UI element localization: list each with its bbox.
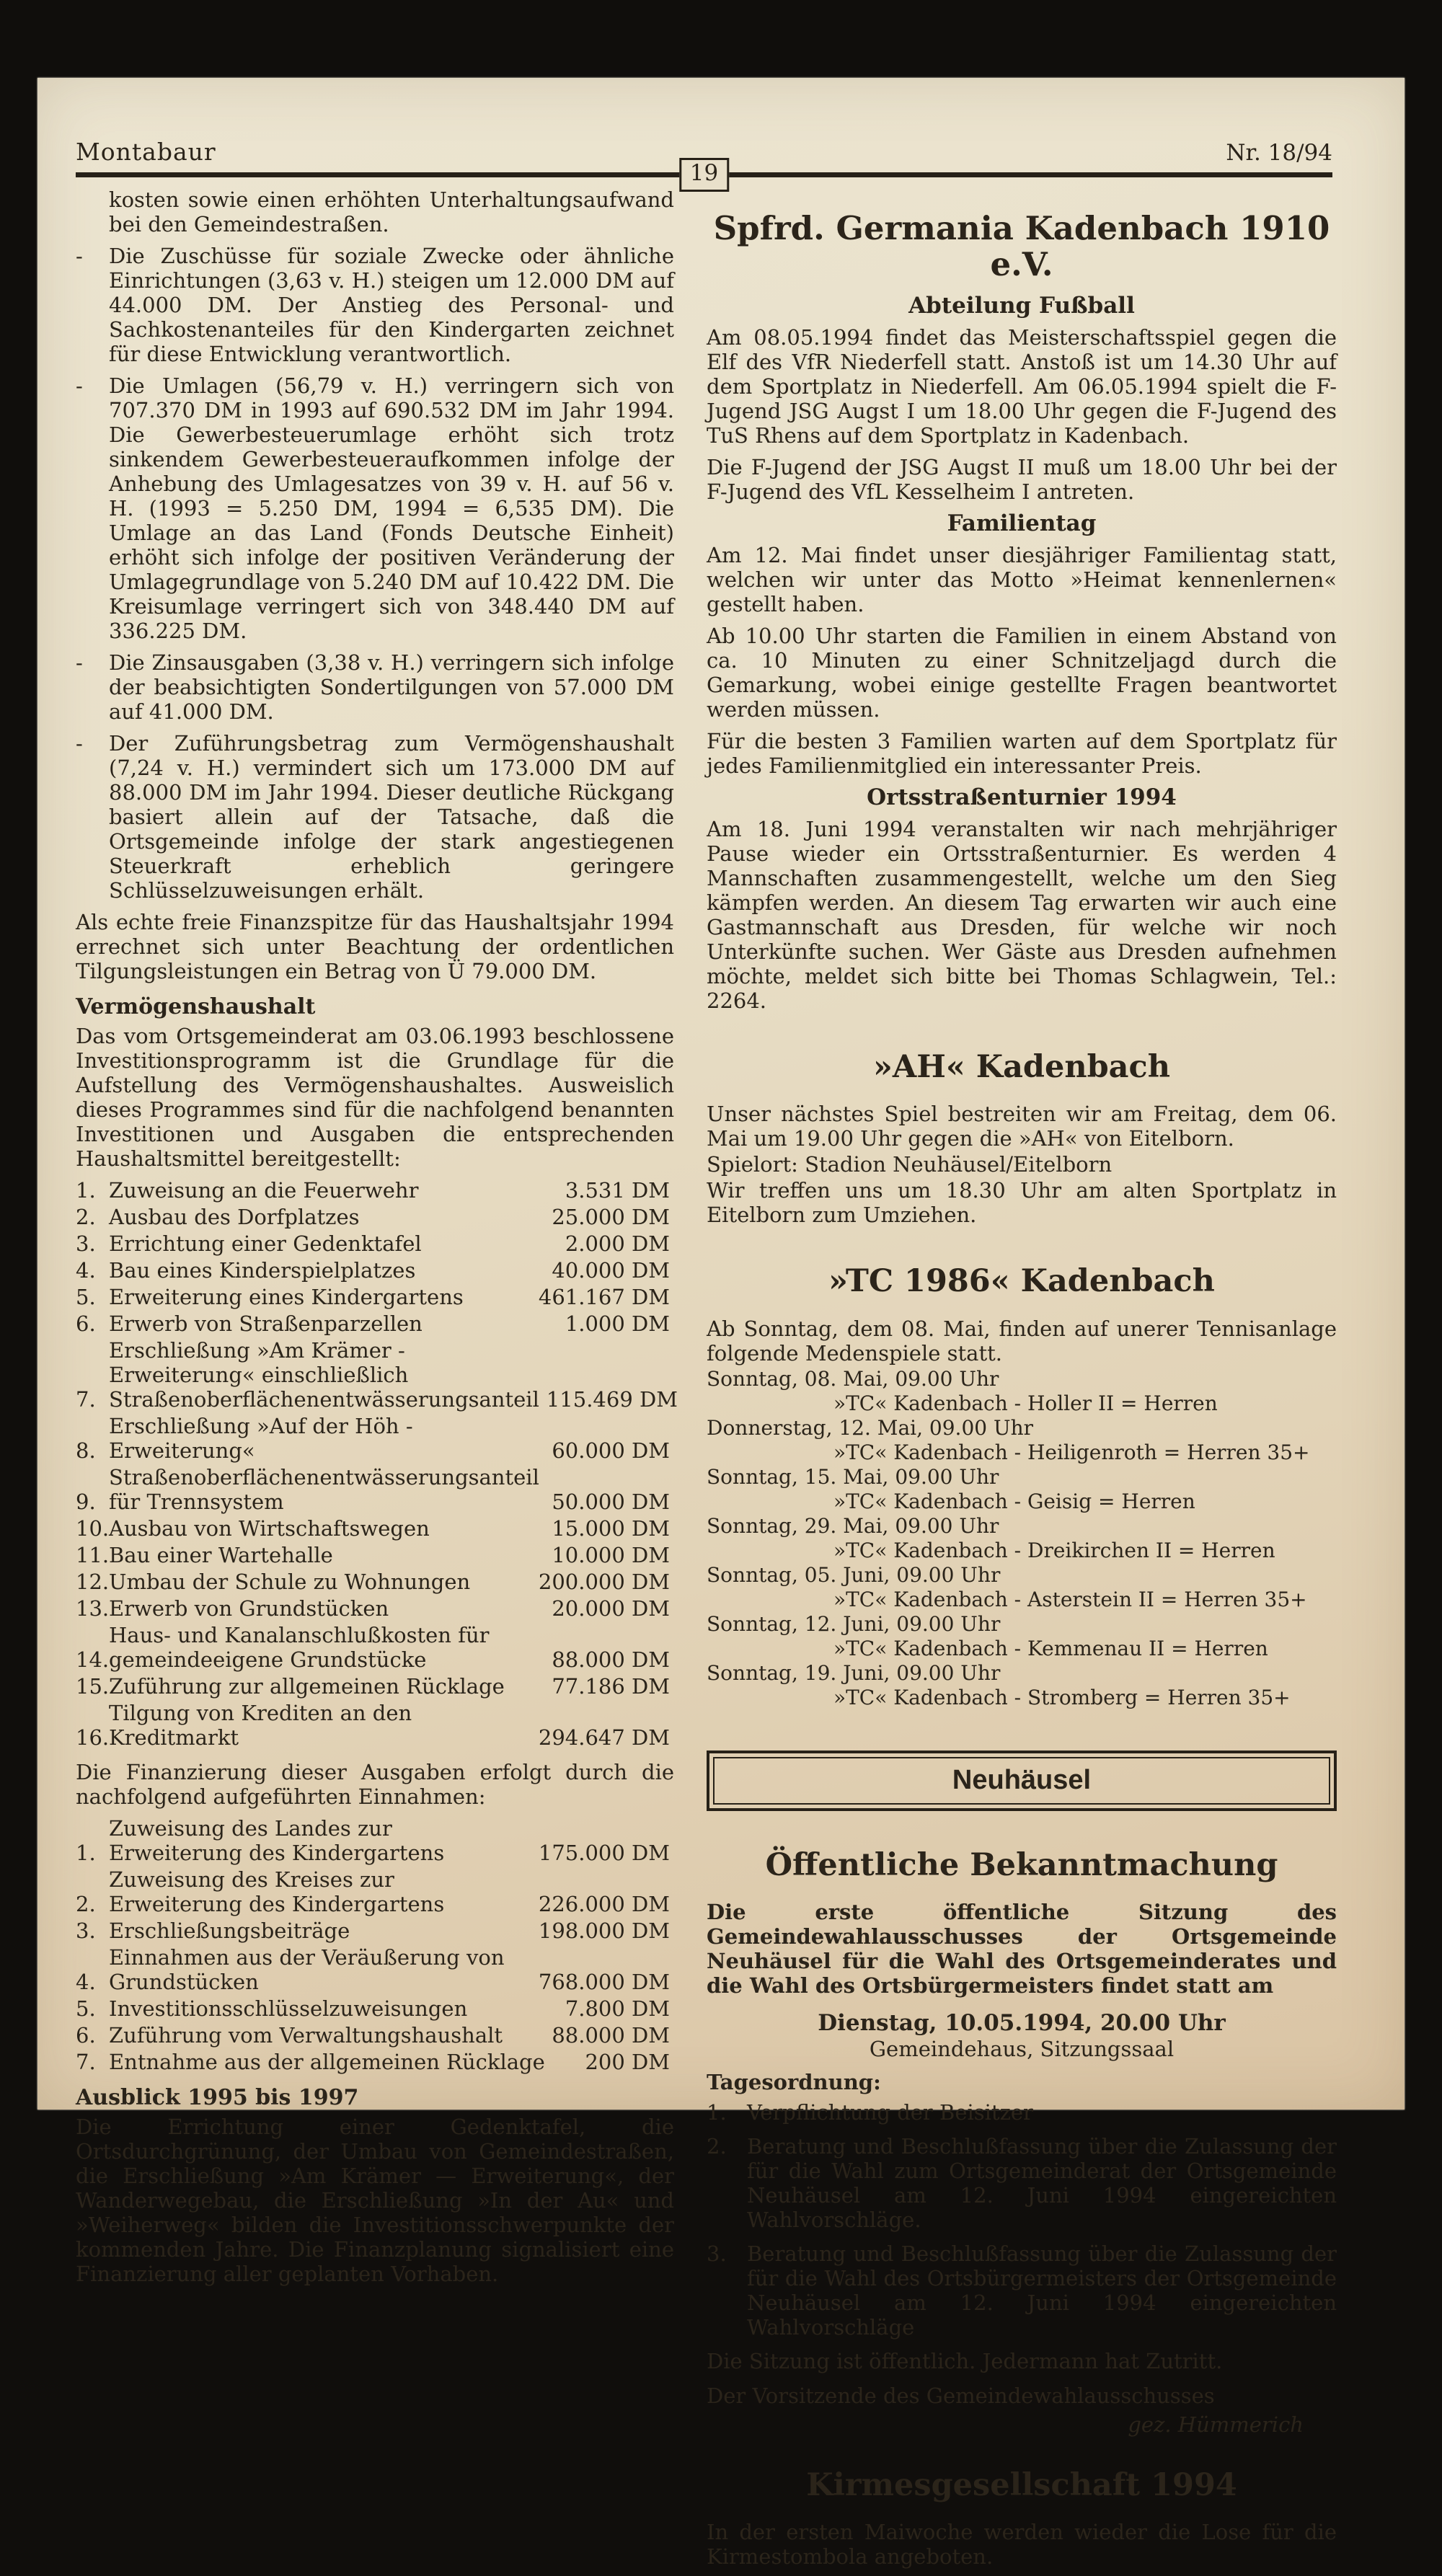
einnahme-row <box>76 1945 674 1994</box>
budget-bullet-list <box>76 244 674 903</box>
schedule-match: »TC« Kadenbach - Heiligenroth = Herren 35+ <box>833 1440 1310 1464</box>
tc-intro: Ab Sonntag, dem 08. Mai, finden auf unerer Tennisanlage folgende Medenspiele statt. <box>707 1316 1337 1366</box>
item-amount: 1.000 DM <box>565 1311 670 1336</box>
item-amount: 15.000 DM <box>552 1516 670 1541</box>
bullet-text: Der Zuführungsbetrag zum Vermögenshaushalt (7,24 v. H.) vermindert sich um 173.000 DM auf 88.000 DM im Jahr 1994. Dieser deutliche Rückgang basiert allein auf der Tatsache, daß die Ortsgemeinde infolge der stark angestiegenen Steuerkraft erheblich geringere Schlüsselzuweisungen erhält. <box>109 731 674 903</box>
schedule-date: Sonntag, 29. Mai, 09.00 Uhr <box>707 1513 999 1538</box>
kirmes-paragraph: In der ersten Maiwoche werden wieder die Lose für die Kirmestombola angeboten. <box>707 2520 1337 2570</box>
bekanntmachung-title: Öffentliche Bekanntmachung <box>765 1846 1278 1883</box>
item-amount: 77.186 DM <box>552 1674 670 1699</box>
item-number: 8. <box>76 1438 96 1463</box>
item-number: 2. <box>76 1892 96 1916</box>
investment-row <box>76 1338 678 1412</box>
item-amount: 10.000 DM <box>552 1543 670 1567</box>
item-amount: 461.167 DM <box>538 1285 670 1309</box>
investment-row <box>76 1543 674 1567</box>
item-label: Erschließung »Am Krämer - Erweiterung« einschließlich Straßenoberflächenentwässerungsanteil <box>109 1338 539 1412</box>
item-amount: 294.647 DM <box>538 1725 670 1750</box>
item-amount: 2.000 DM <box>565 1231 670 1256</box>
dash-marker: - <box>76 731 83 756</box>
einnahme-row <box>76 1816 674 1865</box>
bullet-text: Die Zinsausgaben (3,38 v. H.) verringern sich infolge der beabsichtigten Sondertilgungen von 57.000 DM auf 41.000 DM. <box>109 650 674 724</box>
schedule-entry <box>707 1563 1337 1612</box>
agenda-item-text: Beratung und Beschlußfassung über die Zulassung der für die Wahl zum Ortsgemeinderat der Ortsgemeinde Neuhäusel am 12. Juni 1994 eingereichten Wahlvorschläge. <box>747 2133 1337 2232</box>
section-heading-fussball: Abteilung Fußball <box>908 293 1135 319</box>
item-label: Zuweisung des Kreises zur Erweiterung des Kindergartens <box>109 1867 445 1916</box>
item-number: 7. <box>76 1387 96 1412</box>
item-amount: 226.000 DM <box>538 1892 670 1916</box>
item-amount: 175.000 DM <box>538 1841 670 1865</box>
einnahme-row <box>76 1867 674 1916</box>
investment-row <box>76 1674 674 1699</box>
investment-row <box>76 1285 674 1309</box>
agenda-item <box>707 2241 1337 2340</box>
item-amount: 40.000 DM <box>552 1258 670 1283</box>
finanzspitze-paragraph: Als echte freie Finanzspitze für das Haushaltsjahr 1994 errechnet sich unter Beachtung der ordentlichen Tilgungsleistungen ein Betrag von Ü 79.000 DM. <box>76 910 674 983</box>
item-amount: 768.000 DM <box>538 1970 670 1994</box>
neuhaeusel-banner <box>707 1750 1337 1811</box>
item-amount: 198.000 DM <box>538 1918 670 1943</box>
item-label: Straßenoberflächenentwässerungsanteil für Trennsystem <box>109 1465 539 1514</box>
einnahme-row <box>76 2050 674 2074</box>
investment-row <box>76 1205 674 1229</box>
schedule-entry <box>707 1416 1337 1465</box>
item-number: 1. <box>76 1841 96 1865</box>
agenda-item <box>707 2134 1337 2232</box>
schedule-date: Sonntag, 12. Juni, 09.00 Uhr <box>707 1611 1001 1636</box>
schedule-date: Sonntag, 19. Juni, 09.00 Uhr <box>707 1660 1001 1685</box>
schedule-date: Sonntag, 05. Juni, 09.00 Uhr <box>707 1562 1001 1587</box>
schedule-match: »TC« Kadenbach - Kemmenau II = Herren <box>833 1636 1268 1660</box>
agenda-item-text: Verpflichtung der Beisitzer <box>747 2099 1033 2125</box>
einnahme-row <box>76 1918 674 1943</box>
agenda-item-number: 1. <box>707 2099 727 2125</box>
item-number: 6. <box>76 2023 96 2048</box>
ah-paragraphs <box>707 1102 1337 1227</box>
schedule-entry <box>707 1661 1337 1710</box>
paragraph: Für die besten 3 Familien warten auf dem Sportplatz für jedes Familienmitglied ein interessanter Preis. <box>707 729 1337 778</box>
item-number: 12. <box>76 1570 110 1594</box>
vermoegenshaushalt-heading: Vermögenshaushalt <box>76 994 316 1019</box>
item-number: 2. <box>76 1205 96 1229</box>
item-label: Tilgung von Krediten an den Kreditmarkt <box>109 1701 412 1750</box>
page-number-box: 19 <box>679 158 729 192</box>
item-amount: 200.000 DM <box>538 1570 670 1594</box>
item-label: Bau eines Kinderspielplatzes <box>109 1258 416 1283</box>
dash-marker: - <box>76 373 83 398</box>
schedule-entry <box>707 1367 1337 1416</box>
investment-row <box>76 1465 674 1514</box>
ah-kadenbach-title: »AH« Kadenbach <box>872 1049 1170 1085</box>
item-label: Bau einer Wartehalle <box>109 1543 333 1567</box>
item-label: Einnahmen aus der Veräußerung von Grundstücken <box>109 1945 505 1994</box>
open-session-note: Die Sitzung ist öffentlich. Jedermann hat Zutritt. <box>707 2348 1223 2373</box>
paragraph: Am 08.05.1994 findet das Meisterschaftsspiel gegen die Elf des VfR Niederfell statt. Anstoß ist um 14.30 Uhr auf dem Sportplatz in Niederfell. Am 06.05.1994 spielt die F-Jugend JSG Augst I um 18.00 Uhr gegen die F-Jugend des TuS Rhens auf dem Sportplatz in Kadenbach. <box>707 325 1337 448</box>
item-number: 6. <box>76 1311 96 1336</box>
schedule-date: Donnerstag, 12. Mai, 09.00 Uhr <box>707 1415 1033 1440</box>
investment-row <box>76 1596 674 1621</box>
investment-row <box>76 1258 674 1283</box>
paragraph: Am 12. Mai findet unser diesjähriger Familientag statt, welchen wir unter das Motto »Heimat kennenlernen« gestellt haben. <box>707 543 1337 616</box>
item-number: 5. <box>76 1285 96 1309</box>
item-number: 14. <box>76 1647 110 1672</box>
paragraph: Am 18. Juni 1994 veranstalten wir nach mehrjähriger Pause wieder ein Ortsstraßenturnier. Es werden 4 Mannschaften zusammengestellt, welche um den Sieg kämpfen werden. An diesem Tag erwarten wir auch eine Gastmannschaft aus Dresden, für welche wir noch Unterkünfte suchen. Wer Gäste aus Dresden aufnehmen möchte, meldet sich bitte bei Thomas Schlagwein, Tel.: 2264. <box>707 817 1337 1013</box>
dash-marker: - <box>76 244 83 268</box>
kirmes-title: Kirmesgesellschaft 1994 <box>806 2466 1237 2503</box>
item-label: Zuführung zur allgemeinen Rücklage <box>109 1674 505 1699</box>
item-amount: 25.000 DM <box>552 1205 670 1229</box>
item-label: Ausbau des Dorfplatzes <box>109 1205 360 1229</box>
continuation-paragraph: kosten sowie einen erhöhten Unterhaltungsaufwand bei den Gemeindestraßen. <box>109 187 674 236</box>
investment-row <box>76 1178 674 1203</box>
item-amount: 20.000 DM <box>552 1596 670 1621</box>
familientag-paragraphs <box>707 543 1337 778</box>
agenda-heading: Tagesordnung: <box>707 2069 881 2094</box>
bullet-item <box>76 650 674 724</box>
paragraph: Ab 10.00 Uhr starten die Familien in einem Abstand von ca. 10 Minuten zu einer Schnitzeljagd durch die Gemarkung, wobei einige gestellte Fragen beantwortet werden müssen. <box>707 624 1337 722</box>
item-label: Erweiterung eines Kindergartens <box>109 1285 464 1309</box>
schedule-entry <box>707 1514 1337 1563</box>
investment-row <box>76 1311 674 1336</box>
item-number: 10. <box>76 1516 110 1541</box>
finanzierung-intro: Die Finanzierung dieser Ausgaben erfolgt durch die nachfolgend aufgeführten Einnahmen: <box>76 1760 674 1809</box>
item-amount: 50.000 DM <box>552 1490 670 1514</box>
agenda-item <box>707 2100 1337 2125</box>
schedule-entry <box>707 1465 1337 1514</box>
item-label: Erwerb von Grundstücken <box>109 1596 389 1621</box>
item-number: 13. <box>76 1596 110 1621</box>
section-heading-ortsstrassenturnier: Ortsstraßenturnier 1994 <box>867 784 1177 810</box>
bekanntmachung-intro: Die erste öffentliche Sitzung des Gemeindewahlausschusses der Ortsgemeinde Neuhäusel für die Wahl des Ortsgemeinderates und die Wahl des Ortsbürgermeisters findet statt am <box>707 1899 1337 1998</box>
item-number: 1. <box>76 1178 96 1203</box>
schedule-match: »TC« Kadenbach - Dreikirchen II = Herren <box>833 1538 1275 1562</box>
chairman-line: Der Vorsitzende des Gemeindewahlausschusses <box>707 2383 1215 2408</box>
schedule-match: »TC« Kadenbach - Holler II = Herren <box>833 1391 1218 1415</box>
item-number: 3. <box>76 1231 96 1256</box>
item-label: Haus- und Kanalanschlußkosten für gemeindeeigene Grundstücke <box>109 1623 490 1672</box>
item-number: 15. <box>76 1674 110 1699</box>
einnahme-row <box>76 2023 674 2048</box>
page-header <box>76 120 1332 186</box>
item-number: 5. <box>76 1996 96 2021</box>
item-amount: 3.531 DM <box>565 1178 670 1203</box>
item-amount: 88.000 DM <box>552 2023 670 2048</box>
club-title: Spfrd. Germania Kadenbach 1910 e.V. <box>713 209 1330 283</box>
item-label: Erschließungsbeiträge <box>109 1918 350 1943</box>
item-label: Ausbau von Wirtschaftswegen <box>109 1516 430 1541</box>
fussball-paragraphs <box>707 325 1337 504</box>
agenda-item-number: 2. <box>707 2133 727 2159</box>
item-number: 16. <box>76 1725 110 1750</box>
bullet-item <box>76 731 674 903</box>
item-amount: 200 DM <box>585 2050 670 2074</box>
item-number: 7. <box>76 2050 96 2074</box>
right-column <box>707 187 1337 2576</box>
vermoegenshaushalt-intro: Das vom Ortsgemeinderat am 03.06.1993 beschlossene Investitionsprogramm ist die Grundlage für die Aufstellung des Vermögenshaushaltes. Ausweislich dieses Programmes sind für die nachfolgend benannten Investitionen und Ausgaben die entsprechenden Haushaltsmittel bereitgestellt: <box>76 1024 674 1171</box>
investment-row <box>76 1701 674 1750</box>
header-location: Montabaur <box>76 138 216 166</box>
einnahme-row <box>76 1996 674 2021</box>
meeting-venue-line: Gemeindehaus, Sitzungssaal <box>869 2036 1175 2061</box>
tc-kadenbach-title: »TC 1986« Kadenbach <box>828 1263 1215 1300</box>
section-heading-familientag: Familientag <box>947 510 1097 536</box>
schedule-date: Sonntag, 08. Mai, 09.00 Uhr <box>707 1366 999 1391</box>
schedule-entry <box>707 1612 1337 1661</box>
schedule-match: »TC« Kadenbach - Stromberg = Herren 35+ <box>833 1685 1291 1709</box>
item-label: Investitionsschlüsselzuweisungen <box>109 1996 468 2021</box>
investment-row <box>76 1231 674 1256</box>
neuhaeusel-banner-label: Neuhäusel <box>713 1757 1330 1805</box>
item-amount: 115.469 DM <box>546 1387 678 1412</box>
ausblick-paragraph: Die Errichtung einer Gedenktafel, die Ortsdurchgrünung, der Umbau von Gemeindestraßen, die Erschließung »Am Krämer — Erweiterung«, der Wanderwegebau, die Erschließung »In der Au« und »Weiherweg« bilden die Investitionsschwerpunkte der kommenden Jahre. Die Finanzplanung signalisiert eine Finanzierung aller geplanten Vorhaben. <box>76 2115 674 2286</box>
einnahmen-list <box>76 1816 674 2074</box>
item-number: 4. <box>76 1258 96 1283</box>
bullet-item <box>76 373 674 643</box>
tennis-schedule <box>707 1367 1337 1710</box>
dash-marker: - <box>76 650 83 675</box>
header-issue-number: Nr. 18/94 <box>1226 140 1332 166</box>
investments-list <box>76 1178 678 1750</box>
agenda-list <box>707 2100 1337 2340</box>
item-label: Errichtung einer Gedenktafel <box>109 1231 422 1256</box>
investment-row <box>76 1623 674 1672</box>
item-label: Zuweisung an die Feuerwehr <box>109 1178 419 1203</box>
schedule-date: Sonntag, 15. Mai, 09.00 Uhr <box>707 1464 999 1489</box>
item-label: Zuführung vom Verwaltungshaushalt <box>109 2023 503 2048</box>
newspaper-page <box>37 78 1405 2570</box>
paragraph: Wir treffen uns um 18.30 Uhr am alten Sportplatz in Eitelborn zum Umziehen. <box>707 1178 1337 1228</box>
investment-row <box>76 1516 674 1541</box>
item-amount: 7.800 DM <box>565 1996 670 2021</box>
ortsstrassenturnier-paragraphs <box>707 817 1337 1013</box>
paragraph: Unser nächstes Spiel bestreiten wir am Freitag, dem 06. Mai um 19.00 Uhr gegen die »AH« von Eitelborn. <box>707 1102 1337 1151</box>
item-number: 9. <box>76 1490 96 1514</box>
agenda-item-text: Beratung und Beschlußfassung über die Zulassung der für die Wahl des Ortsbürgermeisters der Ortsgemeinde Neuhäusel am 12. Juni 1994 eingereichten Wahlvorschläge <box>747 2241 1337 2340</box>
paragraph: Die F-Jugend der JSG Augst II muß um 18.00 Uhr bei der F-Jugend des VfL Kesselheim I antreten. <box>707 455 1337 504</box>
item-label: Entnahme aus der allgemeinen Rücklage <box>109 2050 545 2074</box>
left-column <box>76 187 678 2293</box>
investment-row <box>76 1570 674 1594</box>
ausblick-heading: Ausblick 1995 bis 1997 <box>76 2085 359 2110</box>
item-number: 11. <box>76 1543 110 1567</box>
item-label: Umbau der Schule zu Wohnungen <box>109 1570 471 1594</box>
item-amount: 60.000 DM <box>552 1438 670 1463</box>
item-label: Erschließung »Auf der Höh - Erweiterung« <box>109 1414 413 1463</box>
schedule-match: »TC« Kadenbach - Asterstein II = Herren 35+ <box>833 1587 1307 1611</box>
item-number: 4. <box>76 1970 96 1994</box>
item-number: 3. <box>76 1918 96 1943</box>
meeting-date-line: Dienstag, 10.05.1994, 20.00 Uhr <box>818 2009 1226 2036</box>
paragraph: Spielort: Stadion Neuhäusel/Eitelborn <box>707 1152 1113 1177</box>
agenda-item-number: 3. <box>707 2241 727 2266</box>
item-amount: 88.000 DM <box>552 1647 670 1672</box>
bullet-item <box>76 244 674 366</box>
bullet-text: Die Umlagen (56,79 v. H.) verringern sich von 707.370 DM in 1993 auf 690.532 DM im Jahr 1994. Die Gewerbesteuerumlage erhöht sich trotz sinkendem Gewerbesteueraufkommen infolge der Anhebung des Umlagesatzes von 39 v. H. auf 56 v. H. (1993 = 5.250 DM, 1994 = 6,535 DM). Die Umlage an das Land (Fonds Deutsche Einheit) erhöht sich infolge der positiven Veränderung der Umlagegrundlage von 5.240 DM auf 10.422 DM. Die Kreisumlage verringert sich von 348.440 DM auf 336.225 DM. <box>109 373 674 643</box>
schedule-match: »TC« Kadenbach - Geisig = Herren <box>833 1489 1195 1513</box>
item-label: Zuweisung des Landes zur Erweiterung des Kindergartens <box>109 1816 445 1865</box>
investment-row <box>76 1414 674 1463</box>
item-label: Erwerb von Straßenparzellen <box>109 1311 423 1336</box>
bullet-text: Die Zuschüsse für soziale Zwecke oder ähnliche Einrichtungen (3,63 v. H.) steigen um 12.000 DM auf 44.000 DM. Der Anstieg des Personal- und Sachkostenanteiles für den Kindergarten zeichnet für diese Entwicklung verantwortlich. <box>109 244 674 366</box>
signature-line: gez. Hümmerich <box>1128 2412 1304 2437</box>
